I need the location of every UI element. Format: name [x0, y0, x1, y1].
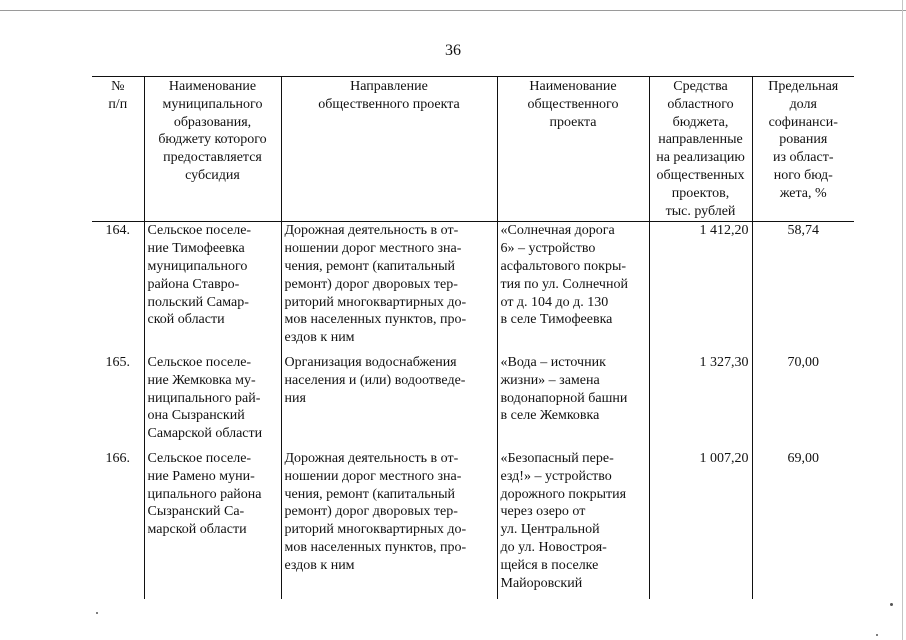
header-number: № п/п: [92, 77, 144, 222]
row-number: 165.: [92, 354, 144, 450]
header-municipality: Наименование муниципального образования, бюджету которого предоставляется субсидия: [144, 77, 281, 222]
subsidy-table: [92, 76, 854, 599]
row-municipality: Сельское поселе- ние Тимофеевка муниципального района Ставро- польский Самар- ской области: [144, 222, 281, 354]
row-project: «Солнечная дорога 6» – устройство асфальтового покры- тия по ул. Солнечной от д. 104 до д. 130 в селе Тимофеевка: [497, 222, 649, 354]
row-direction: Организация водоснабжения населения и (или) водоотведе- ния: [281, 354, 497, 450]
table-header-row: [92, 77, 854, 222]
row-number: 166.: [92, 450, 144, 599]
page-number: 36: [445, 42, 461, 59]
row-municipality: Сельское поселе- ние Рамено муни- ципального района Сызранский Са- марской области: [144, 450, 281, 599]
header-project: Наименование общественного проекта: [497, 77, 649, 222]
row-direction: Дорожная деятельность в от- ношении дорог местного зна- чения, ремонт (капитальный ремонт) дорог дворовых тер- риторий многоквартирных до- мов населенных пунктов, про- ездов к ним: [281, 222, 497, 354]
row-amount: 1 007,20: [649, 450, 752, 599]
row-share: 58,74: [752, 222, 854, 354]
scan-speck: [890, 603, 893, 606]
scan-speck: [876, 634, 878, 636]
table-row: [92, 450, 854, 599]
row-project: «Безопасный пере- езд!» – устройство дорожного покрытия через озеро от ул. Центральной до ул. Новостроя- щейся в поселке Майоровский: [497, 450, 649, 599]
header-direction: Направление общественного проекта: [281, 77, 497, 222]
row-municipality: Сельское поселе- ние Жемковка му- ниципального рай- она Сызранский Самарской области: [144, 354, 281, 450]
table-row: [92, 354, 854, 450]
scan-top-edge: [0, 10, 906, 11]
row-number: 164.: [92, 222, 144, 354]
header-amount: Средства областного бюджета, направленные на реализацию общественных проектов, тыс. рублей: [649, 77, 752, 222]
row-direction: Дорожная деятельность в от- ношении дорог местного зна- чения, ремонт (капитальный ремонт) дорог дворовых тер- риторий многоквартирных до- мов населенных пунктов, про- ездов к ним: [281, 450, 497, 599]
row-share: 70,00: [752, 354, 854, 450]
row-project: «Вода – источник жизни» – замена водонапорной башни в селе Жемковка: [497, 354, 649, 450]
scan-right-edge: [902, 0, 903, 640]
header-share: Предельная доля софинанси- рования из област- ного бюд- жета, %: [752, 77, 854, 222]
table-row: [92, 222, 854, 354]
row-amount: 1 327,30: [649, 354, 752, 450]
row-share: 69,00: [752, 450, 854, 599]
row-amount: 1 412,20: [649, 222, 752, 354]
scan-speck: [96, 612, 98, 614]
